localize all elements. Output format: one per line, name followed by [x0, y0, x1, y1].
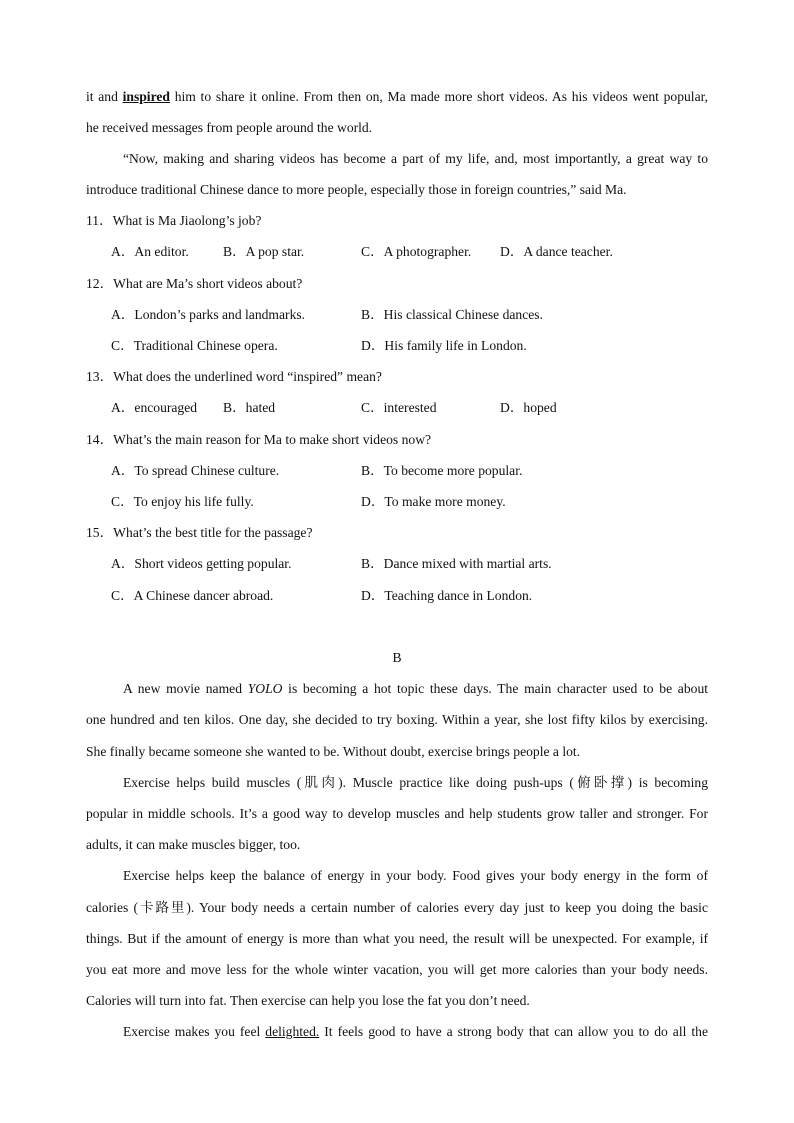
passage-line: you eat more and move less for the whole winter vacation, you will get more calories than your body needs. [86, 962, 708, 977]
passage-line: “Now, making and sharing videos has become a part of my life, and, most importantly, a great way to [123, 151, 708, 166]
question-stem: 11．What is Ma Jiaolong’s job? [86, 213, 262, 228]
passage-line [123, 680, 708, 698]
option-d: D．To make more money. [361, 494, 506, 509]
question-stem: 14．What’s the main reason for Ma to make short videos now? [86, 432, 432, 447]
passage-line: things. But if the amount of energy is more than what you need, the result will be unexpected. For example, if [86, 931, 708, 946]
option-d: D．hoped [500, 400, 557, 415]
option-a: A．To spread Chinese culture. [111, 463, 280, 478]
option-b: B．hated [223, 400, 276, 415]
option-d: D．A dance teacher. [500, 244, 613, 259]
option-a: A．encouraged [111, 400, 198, 415]
movie-title: YOLO [247, 681, 283, 696]
question-stem: 15．What’s the best title for the passage? [86, 525, 313, 540]
option-c: C．A photographer. [361, 244, 472, 259]
section-heading: B [392, 650, 402, 665]
option-c: C．Traditional Chinese opera. [111, 338, 278, 353]
option-b: B．Dance mixed with martial arts. [361, 556, 552, 571]
option-d: D．His family life in London. [361, 338, 527, 353]
underlined-word-delighted: delighted. [265, 1024, 320, 1039]
passage-text: is becoming a hot topic these days. The main character used to be about [288, 681, 709, 696]
option-c: C．To enjoy his life fully. [111, 494, 254, 509]
passage-line: one hundred and ten kilos. One day, she decided to try boxing. Within a year, she lost fifty kilos by exercising. [86, 712, 708, 727]
passage-line: Calories will turn into fat. Then exercise can help you lose the fat you don’t need. [86, 993, 530, 1008]
option-c: C．A Chinese dancer abroad. [111, 588, 274, 603]
passage-text: Exercise makes you feel [123, 1024, 261, 1039]
question-stem: 12．What are Ma’s short videos about? [86, 276, 303, 291]
option-d: D．Teaching dance in London. [361, 588, 533, 603]
passage-line [123, 1023, 708, 1041]
passage-line: She finally became someone she wanted to be. Without doubt, exercise brings people a lot. [86, 744, 581, 759]
option-a: A．An editor. [111, 244, 189, 259]
passage-line: adults, it can make muscles bigger, too. [86, 837, 301, 852]
option-b: B．To become more popular. [361, 463, 523, 478]
passage-text: him to share it online. From then on, Ma made more short videos. As his videos went popular, [174, 89, 708, 104]
passage-line: Exercise helps build muscles (肌肉). Muscle practice like doing push-ups (俯卧撑) is becoming [123, 775, 708, 790]
passage-line: popular in middle schools. It’s a good way to develop muscles and help students grow taller and stronger. For [86, 806, 708, 821]
question-stem: 13．What does the underlined word “inspired” mean? [86, 369, 382, 384]
passage-line: calories (卡路里). Your body needs a certain number of calories every day just to keep you doing the basic [86, 900, 708, 915]
option-a: A．London’s parks and landmarks. [111, 307, 306, 322]
passage-line: he received messages from people around the world. [86, 120, 373, 135]
underlined-word-inspired: inspired [122, 89, 170, 104]
option-c: C．interested [361, 400, 437, 415]
option-b: B．His classical Chinese dances. [361, 307, 543, 322]
option-b: B．A pop star. [223, 244, 305, 259]
passage-text: It feels good to have a strong body that can allow you to do all the [324, 1024, 708, 1039]
passage-text: A new movie named [123, 681, 242, 696]
passage-line: introduce traditional Chinese dance to more people, especially those in foreign countries,” said Ma. [86, 182, 627, 197]
option-a: A．Short videos getting popular. [111, 556, 292, 571]
passage-line: Exercise helps keep the balance of energy in your body. Food gives your body energy in the form of [123, 868, 708, 883]
passage-text: it and [86, 89, 118, 104]
passage-line [86, 88, 708, 106]
